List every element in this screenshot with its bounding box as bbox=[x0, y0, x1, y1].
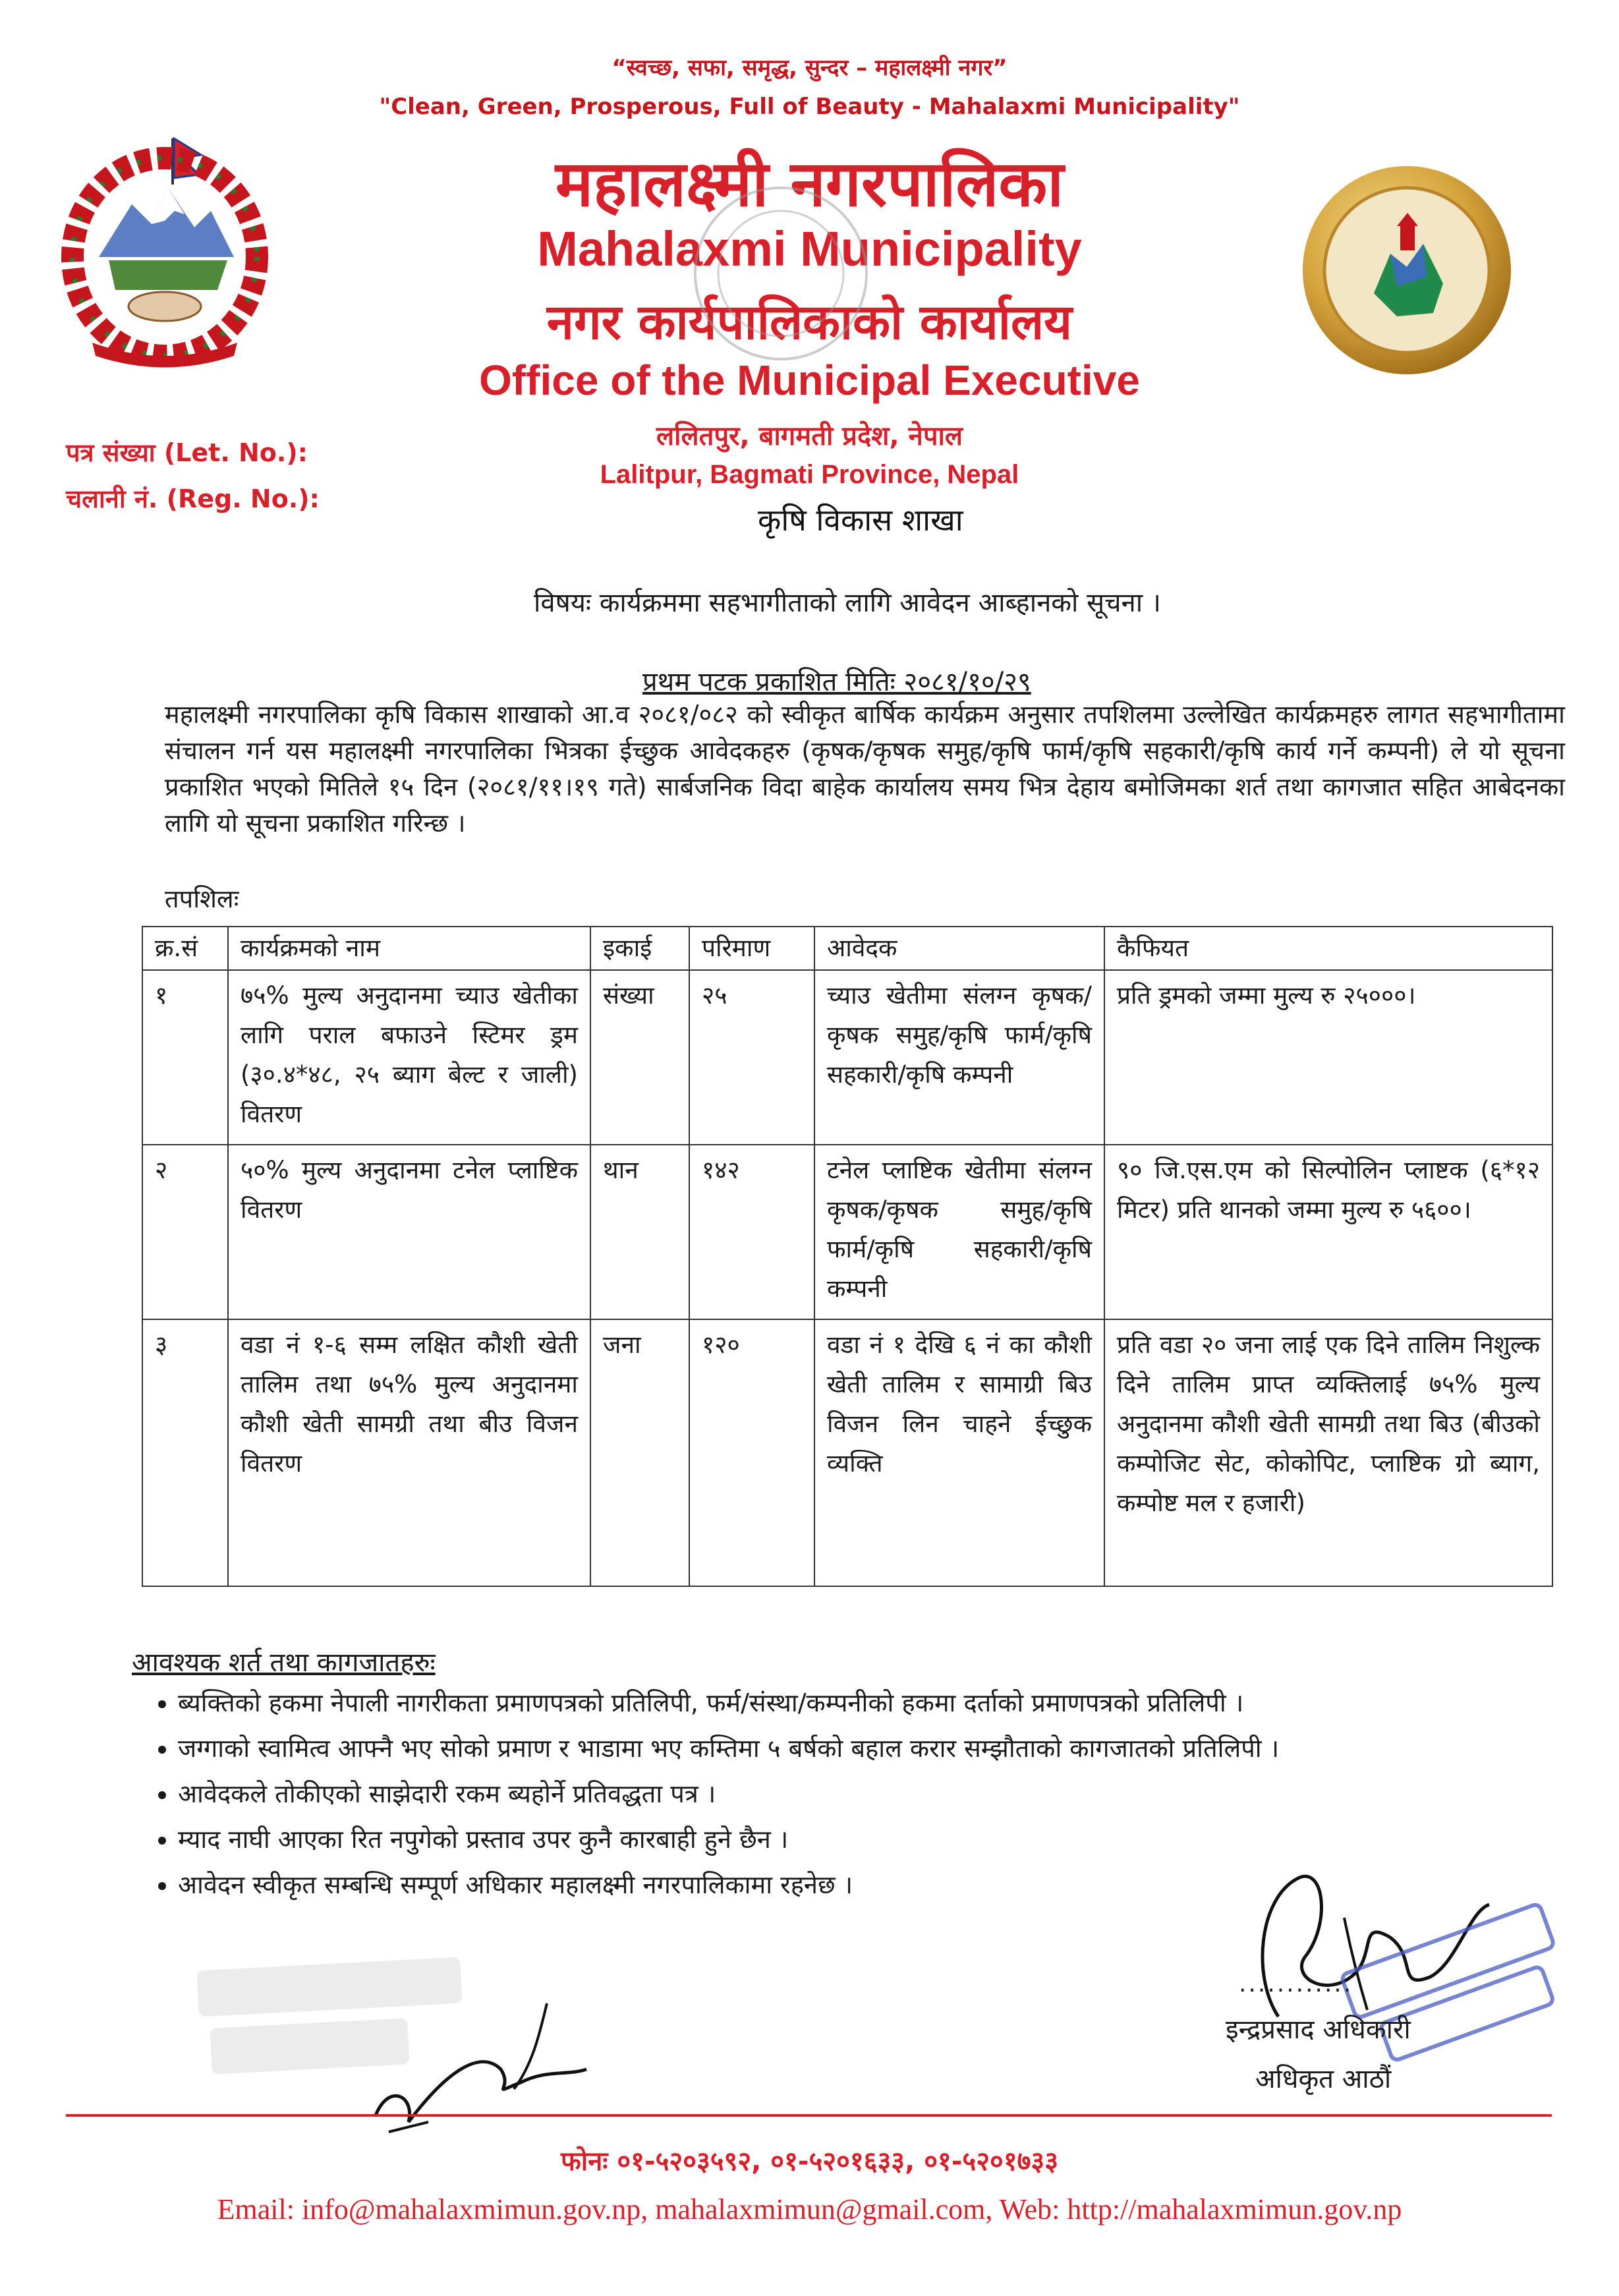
cell-program-name: ७५% मुल्य अनुदानमा च्याउ खेतीका लागि पराल बफाउने स्टिमर ड्रम (३०.४*४८, २५ ब्याग बेल्ट र जाली) वितरण bbox=[228, 970, 590, 1145]
signature-left bbox=[349, 1990, 666, 2142]
table-row bbox=[142, 1319, 1552, 1586]
cell-quantity: २५ bbox=[689, 970, 814, 1145]
cell-program-name: ५०% मुल्य अनुदानमा टनेल प्लाष्टिक वितरण bbox=[228, 1145, 590, 1319]
cell-quantity: १२० bbox=[689, 1319, 814, 1586]
cell-applicant: टनेल प्लाष्टिक खेतीमा संलग्न कृषक/कृषक समुह/कृषि फार्म/कृषि सहकारी/कृषि कम्पनी bbox=[814, 1145, 1104, 1319]
cell-serial: ३ bbox=[142, 1319, 228, 1586]
municipality-title-nepali: महालक्ष्मी नगरपालिका bbox=[555, 147, 1064, 221]
cell-serial: २ bbox=[142, 1145, 228, 1319]
list-item: • जग्गाको स्वामित्व आफ्नै भए सोको प्रमाण र भाडामा भए कम्तिमा ५ बर्षको बहाल करार सम्झौताको कागजातको प्रतिलिपी । bbox=[178, 1726, 1601, 1771]
cell-unit: जना bbox=[590, 1319, 689, 1586]
col-header-quantity: परिमाण bbox=[689, 927, 814, 970]
signature-dots: ............ bbox=[1239, 1970, 1353, 1997]
conditions-title: आवश्यक शर्त तथा कागजातहरुः bbox=[132, 1648, 436, 1678]
signatory-name: इन्द्रप्रसाद अधिकारी bbox=[1226, 2015, 1411, 2045]
office-title-english: Office of the Municipal Executive bbox=[479, 357, 1140, 404]
list-item: • आवेदन स्वीकृत सम्बन्धि सम्पूर्ण अधिकार महालक्ष्मी नगरपालिकामा रहनेछ । bbox=[178, 1862, 1601, 1908]
footer-phone: फोनः ०१-५२०३५९२, ०१-५२०१६३३, ०१-५२०१७३३ bbox=[560, 2146, 1059, 2177]
address-nepali: ललितपुर, बागमती प्रदेश, नेपाल bbox=[656, 421, 963, 451]
footer-contact: Email: info@mahalaxmimun.gov.np, mahalaxmimun@gmail.com, Web: http://mahalaxmimun.gov.np bbox=[217, 2193, 1402, 2225]
municipality-seal-icon bbox=[1298, 161, 1516, 379]
table-row bbox=[142, 1145, 1552, 1319]
col-header-serial: क्र.सं bbox=[142, 927, 228, 970]
branch-name: कृषि विकास शाखा bbox=[758, 502, 963, 538]
cell-applicant: च्याउ खेतीमा संलग्न कृषक/कृषक समुह/कृषि फार्म/कृषि सहकारी/कृषि कम्पनी bbox=[814, 970, 1104, 1145]
cell-remarks: प्रति वडा २० जना लाई एक दिने तालिम निशुल्क दिने तालिम प्राप्त व्यक्तिलाई ७५% मुल्य अनुदानमा कौशी खेती सामग्री तथा बिउ (बीउको कम्पोजिट सेट, कोकोपिट, प्लाष्टिक ग्रो ब्याग, कम्पोष्ट मल र हजारी) bbox=[1104, 1319, 1552, 1586]
cell-unit: संख्या bbox=[590, 970, 689, 1145]
cell-remarks: ९० जि.एस.एम को सिल्पोलिन प्लाष्टक (६*१२ मिटर) प्रति थानको जम्मा मुल्य रु ५६००। bbox=[1104, 1145, 1552, 1319]
list-item: • म्याद नाघी आएका रित नपुगेको प्रस्ताव उपर कुनै कारबाही हुने छैन । bbox=[178, 1817, 1601, 1862]
slogan-english: "Clean, Green, Prosperous, Full of Beauty - Mahalaxmi Municipality" bbox=[379, 94, 1240, 120]
col-header-unit: इकाई bbox=[590, 927, 689, 970]
cell-applicant: वडा नं १ देखि ६ नं का कौशी खेती तालिम र सामाग्री बिउ विजन लिन चाहने ईच्छुक व्यक्ति bbox=[814, 1319, 1104, 1586]
table-row bbox=[142, 970, 1552, 1145]
cell-remarks: प्रति ड्रमको जम्मा मुल्य रु २५०००। bbox=[1104, 970, 1552, 1145]
cell-quantity: १४२ bbox=[689, 1145, 814, 1319]
published-date: प्रथम पटक प्रकाशित मितिः २०८१/१०/२९ bbox=[642, 667, 1031, 697]
table-header-row bbox=[142, 927, 1552, 970]
footer-divider bbox=[66, 2114, 1552, 2117]
municipality-title-english: Mahalaxmi Municipality bbox=[537, 221, 1082, 276]
cell-serial: १ bbox=[142, 970, 228, 1145]
list-item: • ब्यक्तिको हकमा नेपाली नागरीकता प्रमाणपत्रको प्रतिलिपी, फर्म/संस्था/कम्पनीको हकमा दर्ताको प्रमाणपत्रको प्रतिलिपी । bbox=[178, 1680, 1601, 1726]
col-header-remarks: कैफियत bbox=[1104, 927, 1552, 970]
notice-subject: विषयः कार्यक्रममा सहभागीताको लागि आवेदन आब्हानको सूचना । bbox=[534, 588, 1161, 618]
cell-unit: थान bbox=[590, 1145, 689, 1319]
letter-number-label: पत्र संख्या (Let. No.): bbox=[66, 438, 308, 467]
col-header-applicant: आवेदक bbox=[814, 927, 1104, 970]
nepal-coat-of-arms-icon bbox=[53, 125, 277, 376]
address-english: Lalitpur, Bagmati Province, Nepal bbox=[600, 460, 1019, 489]
list-item: • आवेदकले तोकीएको साझेदारी रकम ब्यहोर्ने प्रतिवद्धता पत्र । bbox=[178, 1771, 1601, 1817]
cell-program-name: वडा नं १-६ सम्म लक्षित कौशी खेती तालिम तथा ७५% मुल्य अनुदानमा कौशी खेती सामग्री तथा बीउ विजन वितरण bbox=[228, 1319, 590, 1586]
registration-number-label: चलानी नं. (Reg. No.): bbox=[66, 484, 320, 513]
notice-body: महालक्ष्मी नगरपालिका कृषि विकास शाखाको आ.व २०८१/०८२ को स्वीकृत बार्षिक कार्यक्रम अनुसार तपशिलमा उल्लेखित कार्यक्रमहरु लागत सहभागीतामा संचालन गर्न यस महालक्ष्मी नगरपालिका भित्रका ईच्छुक आवेदकहरु (कृषक/कृषक समुह/कृषि फार्म/कृषि सहकारी/कृषि कार्य गर्ने कम्पनी) ले यो सूचना प्रकाशित भएको मितिले १५ दिन (२०८१/११।१९ गते) सार्बजनिक विदा बाहेक कार्यालय समय भित्र देहाय बमोजिमका शर्त तथा कागजात सहित आबेदनका लागि यो सूचना प्रकाशित गरिन्छ । bbox=[165, 700, 1565, 838]
faint-office-stamp bbox=[685, 178, 876, 369]
col-header-program-name: कार्यक्रमको नाम bbox=[228, 927, 590, 970]
slogan-nepali: “स्वच्छ, सफा, समृद्ध, सुन्दर – महालक्ष्मी नगर” bbox=[611, 55, 1008, 81]
signatory-title: अधिकृत आठौं bbox=[1255, 2064, 1392, 2094]
program-table bbox=[142, 926, 1553, 1587]
office-title-nepali: नगर कार्यपालिकाको कार्यालय bbox=[546, 294, 1073, 351]
schedule-label: तपशिलः bbox=[165, 884, 239, 913]
